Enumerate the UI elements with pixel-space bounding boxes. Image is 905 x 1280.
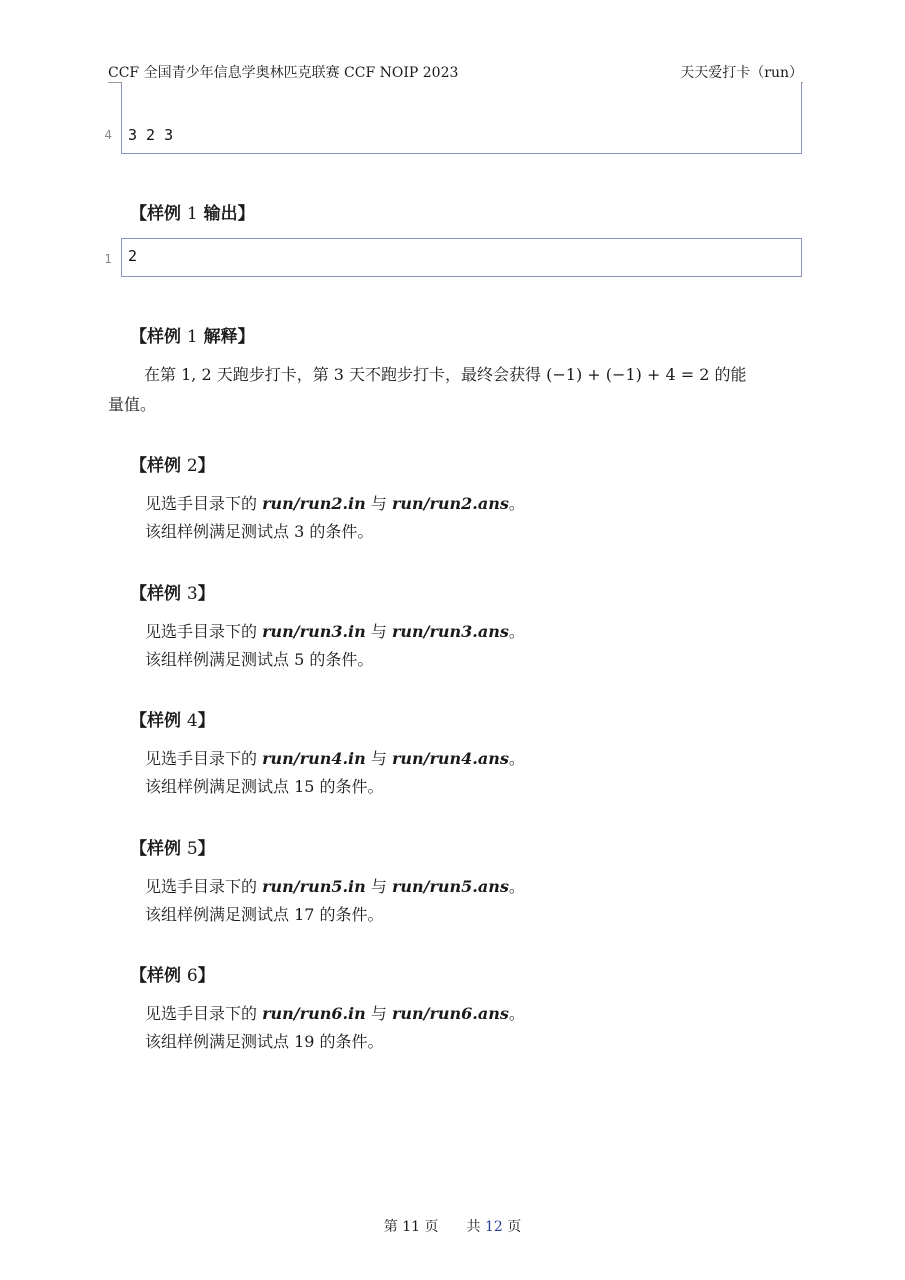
input-file-path: run/run4.in <box>262 749 366 768</box>
sample1-explain-text <box>108 360 803 420</box>
sample-condition: 该组样例满足测试点 15 的条件。 <box>145 777 384 796</box>
sample1-output-title: 【样例 1 输出】 <box>130 204 255 224</box>
answer-file-path: run/run6.ans <box>391 1004 509 1023</box>
answer-file-path: run/run5.ans <box>391 877 509 896</box>
sample-condition: 该组样例满足测试点 3 的条件。 <box>145 522 374 541</box>
sample-files-line: 见选手目录下的 run/run4.in 与 run/run4.ans。 <box>145 749 525 768</box>
sample-title: 【样例 6】 <box>130 966 215 986</box>
code-line-number: 4 <box>104 128 112 142</box>
sample-files-line: 见选手目录下的 run/run2.in 与 run/run2.ans。 <box>145 494 525 513</box>
page-header <box>108 60 803 83</box>
input-file-path: run/run3.in <box>262 622 366 641</box>
explain-line: 在第 1, 2 天跑步打卡，第 3 天不跑步打卡，最终会获得 (−1) + (−1) + 4 = 2 的能 <box>144 365 747 384</box>
sample-condition: 该组样例满足测试点 5 的条件。 <box>145 650 374 669</box>
sample1-output-box <box>121 238 802 277</box>
page-number: 第 11 页 <box>383 1219 439 1235</box>
page-footer <box>0 1216 905 1236</box>
sample1-explain-title: 【样例 1 解释】 <box>130 327 255 347</box>
page-total: 共 12 页 <box>466 1219 522 1235</box>
explain-line: 量值。 <box>108 395 157 414</box>
sample-condition: 该组样例满足测试点 17 的条件。 <box>145 905 384 924</box>
sample-files-line: 见选手目录下的 run/run3.in 与 run/run3.ans。 <box>145 622 525 641</box>
input-file-path: run/run6.in <box>262 1004 366 1023</box>
sample1-input-box <box>121 82 802 154</box>
answer-file-path: run/run3.ans <box>391 622 509 641</box>
input-file-path: run/run2.in <box>262 494 366 513</box>
input-file-path: run/run5.in <box>262 877 366 896</box>
answer-file-path: run/run2.ans <box>391 494 509 513</box>
header-contest-title: CCF 全国青少年信息学奥林匹克联赛 CCF NOIP 2023 <box>108 65 459 81</box>
header-problem-title: 天天爱打卡（run） <box>680 65 803 81</box>
sample-files-line: 见选手目录下的 run/run5.in 与 run/run5.ans。 <box>145 877 525 896</box>
sample-title: 【样例 3】 <box>130 584 215 604</box>
sample-files-line: 见选手目录下的 run/run6.in 与 run/run6.ans。 <box>145 1004 525 1023</box>
sample-title: 【样例 2】 <box>130 456 215 476</box>
code-line: 3 2 3 <box>128 126 174 144</box>
sample-title: 【样例 5】 <box>130 839 215 859</box>
code-line-number: 1 <box>104 252 112 266</box>
sample-condition: 该组样例满足测试点 19 的条件。 <box>145 1032 384 1051</box>
code-line: 2 <box>128 247 138 265</box>
answer-file-path: run/run4.ans <box>391 749 509 768</box>
sample-title: 【样例 4】 <box>130 711 215 731</box>
